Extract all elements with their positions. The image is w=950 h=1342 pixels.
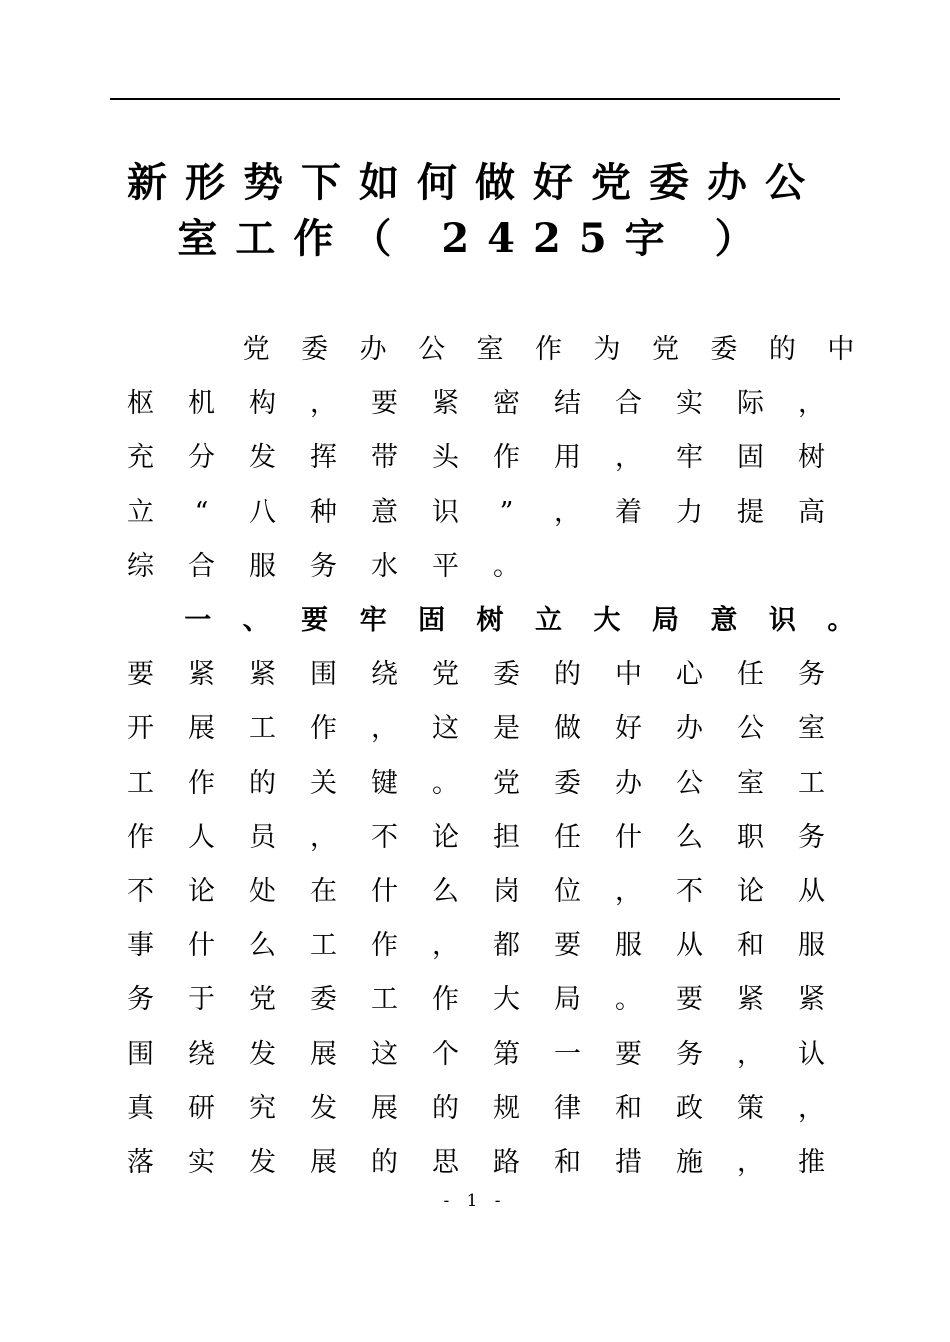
body-line: 要 紧 紧 围 绕 党 委 的 中 心 任 务	[127, 659, 825, 691]
body-line: 围 绕 发 展 这 个 第 一 要 务 ， 认	[127, 1038, 825, 1070]
body-line: 工 作 的 关 键 。 党 委 办 公 室 工	[127, 767, 825, 799]
body-line: 充 分 发 挥 带 头 作 用 ， 牢 固 树	[127, 442, 825, 474]
document-title-line-1: 新形势下如何做好党委办公	[127, 159, 823, 206]
body-line: 真 研 究 发 展 的 规 律 和 政 策 ，	[127, 1092, 825, 1124]
document-title-line-2: 室工作（ 2425字 ）	[177, 215, 773, 262]
page-number: - 1 -	[443, 1191, 507, 1211]
body-line: 务 于 党 委 工 作 大 局 。 要 紧 紧	[127, 984, 825, 1016]
body-line: 党 委 办 公 室 作 为 党 委 的 中	[242, 334, 855, 365]
body-line: 不 论 处 在 什 么 岗 位 ， 不 论 从	[127, 876, 825, 907]
header-rule	[110, 98, 840, 100]
body-line: 立 “ 八 种 意 识 ” ， 着 力 提 高	[127, 496, 825, 528]
body-line: 作 人 员 ， 不 论 担 任 什 么 职 务	[127, 821, 825, 853]
body-line: 综 合 服 务 水 平 。	[127, 550, 520, 582]
body-line: 开 展 工 作 ， 这 是 做 好 办 公 室	[127, 713, 825, 745]
body-line: 事 什 么 工 作 ， 都 要 服 从 和 服	[127, 930, 825, 962]
body-line: 枢 机 构 ， 要 紧 密 结 合 实 际 ，	[127, 388, 825, 420]
body-line: 落 实 发 展 的 思 路 和 措 施 ， 推	[127, 1147, 825, 1178]
section-heading: 一 、 要 牢 固 树 立 大 局 意 识 。	[184, 605, 855, 636]
